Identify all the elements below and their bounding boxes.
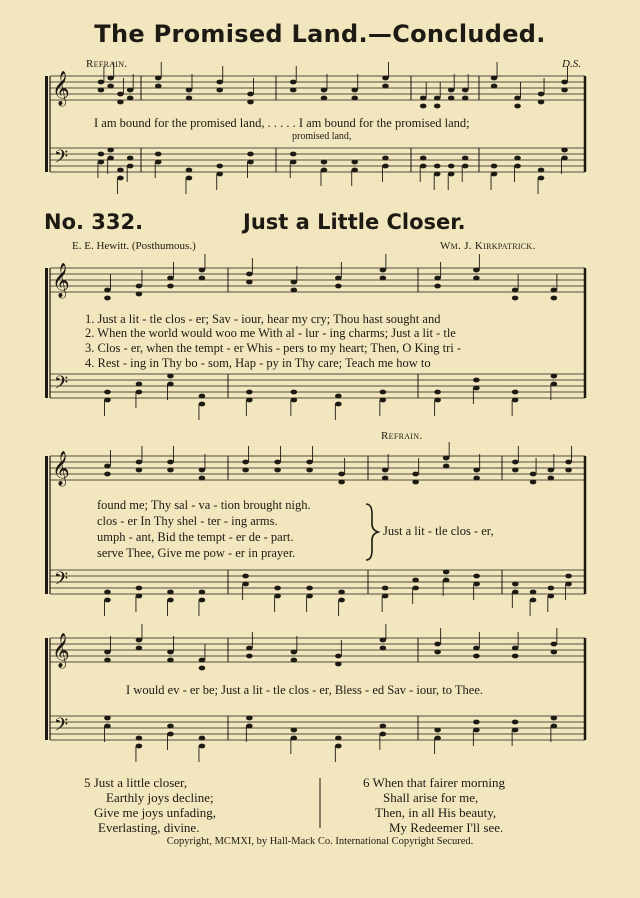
system-3-note	[136, 646, 143, 651]
system-2-bass-note	[565, 582, 572, 587]
stanza-5-line: 5 Just a little closer,	[84, 775, 188, 790]
system-1-bass-note	[104, 398, 111, 403]
system-top-bass-note	[155, 152, 162, 157]
system-2-bracket	[45, 456, 48, 594]
system-3-note	[167, 650, 174, 655]
system-top-bass-note	[127, 156, 134, 161]
system-2-note	[242, 460, 249, 465]
system-1-bass-note	[167, 382, 174, 387]
system-2-bass-note	[512, 590, 519, 595]
system-3-bass-note	[291, 728, 298, 733]
system-top-note	[382, 76, 389, 81]
system-top-bass-note	[462, 164, 469, 169]
system-3-note	[551, 650, 558, 655]
system-top-note	[448, 96, 455, 101]
system-2-note	[274, 468, 281, 473]
system-top-note	[351, 88, 358, 93]
system-3-note	[104, 650, 111, 655]
system-3-bass-note	[167, 724, 174, 729]
system-top-note	[186, 88, 193, 93]
stanza-6-line: 6 When that fairer morning	[363, 775, 505, 790]
system-1-bass-note	[167, 374, 174, 379]
system-1-bass-note	[104, 390, 111, 395]
system-top-note	[247, 100, 254, 105]
hymn-composer: Wm. J. Kirkpatrick.	[440, 240, 536, 252]
system-top-bass-note	[448, 172, 455, 177]
system-top-bass-note	[98, 152, 105, 157]
system-top-note	[561, 80, 568, 85]
system-top-note	[98, 80, 105, 85]
system-1-note	[291, 280, 298, 285]
system-1-note	[380, 276, 387, 281]
stanza-6-line: Shall arise for me,	[383, 790, 479, 805]
system-2-bass-clef: 𝄢	[54, 569, 69, 594]
system-3-note	[246, 654, 253, 659]
system-2-bass-note	[104, 590, 111, 595]
system-1-note	[335, 276, 342, 281]
verse-line-2: 2. When the world would woo me With al - lur - ing charms; Just a lit - tle	[85, 326, 456, 340]
system-top-bass-note	[117, 168, 124, 173]
system-top-bass-note	[434, 172, 441, 177]
system-top-bass-note	[561, 156, 568, 161]
system-3-bass-note	[380, 732, 387, 737]
system-3-note	[551, 642, 558, 647]
system-2-bass-note	[530, 590, 537, 595]
system-top-note	[107, 76, 114, 81]
system-3-bass-note	[246, 724, 253, 729]
system-1-note	[246, 272, 253, 277]
system-1-note	[380, 268, 387, 273]
system-1-note	[104, 296, 111, 301]
copyright-footer: Copyright, MCMXI, by Hall-Mack Co. International Copyright Secured.	[166, 836, 474, 847]
system-2-bass-note	[338, 598, 345, 603]
system-top-bass-note	[290, 160, 297, 165]
system-1-note	[551, 296, 558, 301]
system-2-bass-note	[382, 586, 389, 591]
top-lyric-echo: promised land,	[292, 131, 352, 142]
system-3-bass-note	[167, 732, 174, 737]
refrain-label: Refrain.	[381, 430, 423, 442]
system-top-note	[514, 104, 521, 109]
system-1-bass-note	[246, 398, 253, 403]
system-1-bass-note	[380, 390, 387, 395]
system-1-bass-note	[291, 390, 298, 395]
system-2-note	[443, 456, 450, 461]
system-2-note	[565, 468, 572, 473]
system-top-bass-note	[247, 160, 254, 165]
system-3-bass-note	[551, 724, 558, 729]
system-2-bass-note	[167, 598, 174, 603]
verse-line-1: 1. Just a lit - tle clos - er; Sav - iour, hear my cry; Thou hast sought and	[85, 312, 441, 326]
system-1-bass-note	[473, 378, 480, 383]
system-1-bass-note	[136, 382, 143, 387]
system-1-bass-note	[335, 394, 342, 399]
top-lyric: I am bound for the promised land, . . . . . I am bound for the promised land;	[94, 116, 470, 130]
system-top-bass-note	[462, 156, 469, 161]
hymn-title: Just a Little Closer.	[243, 210, 466, 234]
system-top-bass-note	[448, 164, 455, 169]
system-2-note	[412, 480, 419, 485]
system-2-note	[565, 460, 572, 465]
page-title: The Promised Land.—Concluded.	[94, 20, 546, 48]
system-1-note	[167, 276, 174, 281]
system-top-bass-note	[434, 164, 441, 169]
system-top-bass-note	[382, 156, 389, 161]
system-2-bass-note	[136, 594, 143, 599]
system-2-bass-note	[473, 574, 480, 579]
system-1-bass-note	[473, 386, 480, 391]
system-2-note	[167, 460, 174, 465]
system-3-bass-note	[512, 720, 519, 725]
system-top-bass-note	[247, 152, 254, 157]
system-top-bass-note	[514, 156, 521, 161]
system-3-note	[199, 658, 206, 663]
system-top-note	[448, 88, 455, 93]
system-2-note	[443, 464, 450, 469]
system-2-note	[167, 468, 174, 473]
system-top-note	[216, 88, 223, 93]
system-3-note	[104, 658, 111, 663]
system-3-bass-note	[199, 736, 206, 741]
system-1-bass-clef: 𝄢	[54, 373, 69, 398]
system-2-bass-note	[338, 590, 345, 595]
system-2-note	[136, 468, 143, 473]
system-1-note	[199, 268, 206, 273]
system-2-bass-note	[548, 586, 555, 591]
system-2-bass-note	[167, 590, 174, 595]
system-1-note	[335, 284, 342, 289]
system-top-note	[321, 96, 328, 101]
system-1-note	[136, 292, 143, 297]
system-top-note	[117, 100, 124, 105]
system-3-bass-note	[104, 724, 111, 729]
system-2-bass-note	[104, 598, 111, 603]
system-2-bass-note	[548, 594, 555, 599]
system-1-bass-note	[434, 398, 441, 403]
system-1-bass-note	[199, 394, 206, 399]
system-3-note	[335, 654, 342, 659]
system-top-note	[434, 104, 441, 109]
system-top-note	[117, 92, 124, 97]
system-top-bass-note	[321, 160, 328, 165]
system-3-bass-note	[136, 744, 143, 749]
system-top-bass-note	[155, 160, 162, 165]
system-top-treble-clef: 𝄞	[52, 71, 70, 106]
system-1-bracket	[45, 268, 48, 398]
system-3-note	[380, 646, 387, 651]
system-top-bass-note	[420, 164, 427, 169]
system-1-bass-note	[551, 374, 558, 379]
system-2-bass-note	[412, 578, 419, 583]
system-1-note	[512, 296, 519, 301]
system-1-bass-note	[246, 390, 253, 395]
system-top-bass-note	[186, 168, 193, 173]
system-1-note	[434, 284, 441, 289]
system-1-note	[167, 284, 174, 289]
system-top-bass-note	[321, 168, 328, 173]
system-3-bass-note	[551, 716, 558, 721]
system-1-note	[246, 280, 253, 285]
system-top-note	[561, 88, 568, 93]
system-top-bass-note	[290, 152, 297, 157]
system-top-bass-note	[117, 176, 124, 181]
system-top-bass-note	[98, 160, 105, 165]
hymn-author: E. E. Hewitt. (Posthumous.)	[72, 240, 196, 252]
stanza-6-line: My Redeemer I'll see.	[389, 820, 504, 835]
verse-line-4: 4. Rest - ing in Thy bo - som, Hap - py in Thy care; Teach me how to	[85, 356, 431, 370]
system-2-bass-note	[199, 598, 206, 603]
system-1-bass-note	[335, 402, 342, 407]
system-1-note	[512, 288, 519, 293]
system-top-note	[155, 84, 162, 89]
system-2-note	[338, 480, 345, 485]
system-top-bass-note	[107, 156, 114, 161]
system-3-bass-note	[104, 716, 111, 721]
system-1-note	[291, 288, 298, 293]
system-2-note	[104, 472, 111, 477]
system-2-bass-note	[242, 574, 249, 579]
system-top-bass-note	[420, 156, 427, 161]
system-2-note	[199, 476, 206, 481]
system-3-note	[199, 666, 206, 671]
stanza-5-line: Earthly joys decline;	[106, 790, 214, 805]
system-2-note	[242, 468, 249, 473]
system-1-note	[199, 276, 206, 281]
system-3-note	[136, 638, 143, 643]
system-top-bass-note	[216, 164, 223, 169]
system-1-note	[104, 288, 111, 293]
system-2-note	[338, 472, 345, 477]
stanza-5-line: Give me joys unfading,	[94, 805, 217, 820]
final-lyric: I would ev - er be; Just a lit - tle clos - er, Bless - ed Sav - iour, to Thee.	[126, 683, 484, 697]
system-3-bass-note	[335, 744, 342, 749]
system-top-note	[127, 96, 134, 101]
system-top-bracket	[45, 76, 48, 172]
system-3-note	[434, 642, 441, 647]
system-top-bass-note	[491, 172, 498, 177]
system-1-bass-note	[551, 382, 558, 387]
system-3-bass-note	[246, 716, 253, 721]
system-top-note	[420, 96, 427, 101]
system-2-note	[104, 464, 111, 469]
system-top-note	[491, 84, 498, 89]
system-3-note	[434, 650, 441, 655]
system-top-bass-note	[351, 168, 358, 173]
system-top-note	[290, 80, 297, 85]
system-top-bass-note	[561, 148, 568, 153]
system-2-bass-note	[274, 594, 281, 599]
system-3-bass-note	[473, 720, 480, 725]
system-top-bass-note	[351, 160, 358, 165]
system-1-note	[551, 288, 558, 293]
system-1-note	[434, 276, 441, 281]
system-2-bass-note	[443, 570, 450, 575]
system-2-note	[382, 476, 389, 481]
system-2-note	[306, 468, 313, 473]
system-3-note	[473, 654, 480, 659]
stanza-5-line: Everlasting, divine.	[98, 820, 200, 835]
system-2-note	[412, 472, 419, 477]
system-3-bass-note	[512, 728, 519, 733]
system-3-note	[291, 658, 298, 663]
stanza-6-line: Then, in all His beauty,	[375, 805, 497, 820]
system-1-treble-clef: 𝄞	[52, 263, 70, 298]
system-3-note	[335, 662, 342, 667]
system-top-note	[98, 88, 105, 93]
system-top-bass-note	[538, 176, 545, 181]
system-top-note	[186, 96, 193, 101]
system-3-bass-clef: 𝄢	[54, 715, 69, 740]
system-1-bass-note	[512, 390, 519, 395]
system-2-note	[530, 480, 537, 485]
system-3-note	[512, 646, 519, 651]
system-top-note	[155, 76, 162, 81]
refrain-label-top: Refrain.	[86, 58, 128, 70]
system-3-bass-note	[136, 736, 143, 741]
hymn-number: No. 332.	[44, 210, 144, 234]
second-line-3: umph - ant, Bid the tempt - er de - part.	[97, 530, 294, 544]
system-1-note	[136, 284, 143, 289]
system-2-bass-note	[199, 590, 206, 595]
system-top-note	[107, 84, 114, 89]
system-2-note	[548, 468, 555, 473]
system-top-note	[216, 80, 223, 85]
system-2-bass-note	[306, 594, 313, 599]
system-top-note	[127, 88, 134, 93]
system-2-bass-note	[136, 586, 143, 591]
system-2-bass-note	[565, 574, 572, 579]
system-3-bass-note	[335, 736, 342, 741]
second-line-4: serve Thee, Give me pow - er in prayer.	[97, 546, 296, 560]
system-3-note	[167, 658, 174, 663]
ds-label: D.S.	[562, 58, 581, 70]
system-2-note	[530, 472, 537, 477]
refrain-lyric: Just a lit - tle clos - er,	[383, 524, 494, 538]
system-top-note	[351, 96, 358, 101]
system-2-bass-note	[242, 582, 249, 587]
system-top-note	[420, 104, 427, 109]
system-3-note	[246, 646, 253, 651]
system-top-bass-note	[186, 176, 193, 181]
system-2-note	[512, 468, 519, 473]
system-top-bass-note	[107, 148, 114, 153]
system-top-note	[538, 92, 545, 97]
system-top-note	[538, 100, 545, 105]
system-top-bass-note	[216, 172, 223, 177]
system-2-bass-note	[412, 586, 419, 591]
system-top-note	[290, 88, 297, 93]
system-top-note	[514, 96, 521, 101]
system-2-bass-note	[382, 594, 389, 599]
second-line-2: clos - er In Thy shel - ter - ing arms.	[97, 514, 278, 528]
system-1-note	[473, 268, 480, 273]
system-top-note	[247, 92, 254, 97]
system-top-note	[382, 84, 389, 89]
second-line-1: found me; Thy sal - va - tion brought nigh.	[97, 498, 311, 512]
system-top-bass-note	[538, 168, 545, 173]
system-2-note	[473, 476, 480, 481]
system-1-bass-note	[136, 390, 143, 395]
system-2-note	[473, 468, 480, 473]
system-2-bass-note	[473, 582, 480, 587]
system-3-treble-clef: 𝄞	[52, 633, 70, 668]
system-3-note	[512, 654, 519, 659]
system-3-bass-note	[473, 728, 480, 733]
system-top-bass-note	[127, 164, 134, 169]
system-3-note	[380, 638, 387, 643]
system-top-bass-clef: 𝄢	[54, 147, 69, 172]
system-top-bass-note	[491, 164, 498, 169]
system-1-bass-note	[434, 390, 441, 395]
system-3-bracket	[45, 638, 48, 740]
system-2-note	[136, 460, 143, 465]
system-3-bass-note	[199, 744, 206, 749]
system-1-note	[473, 276, 480, 281]
system-2-treble-clef: 𝄞	[52, 451, 70, 486]
system-2-bass-note	[512, 582, 519, 587]
system-top-note	[462, 96, 469, 101]
verse-line-3: 3. Clos - er, when the tempt - er Whis - pers to my heart; Then, O King tri -	[85, 341, 462, 355]
system-2-bass-note	[274, 586, 281, 591]
system-1-bass-note	[199, 402, 206, 407]
system-2-bass-note	[306, 586, 313, 591]
system-2-note	[382, 468, 389, 473]
system-2-bass-note	[530, 598, 537, 603]
system-3-bass-note	[434, 736, 441, 741]
system-top-bass-note	[382, 164, 389, 169]
system-top-note	[321, 88, 328, 93]
system-top-note	[491, 76, 498, 81]
system-2-note	[512, 460, 519, 465]
system-top-note	[462, 88, 469, 93]
system-3-note	[291, 650, 298, 655]
system-top-bass-note	[514, 164, 521, 169]
system-2-note	[548, 476, 555, 481]
system-3-bass-note	[434, 728, 441, 733]
system-1-bass-note	[512, 398, 519, 403]
system-3-bass-note	[380, 724, 387, 729]
system-2-bass-note	[443, 578, 450, 583]
system-1-bass-note	[380, 398, 387, 403]
system-3-bass-note	[291, 736, 298, 741]
system-3-note	[473, 646, 480, 651]
system-1-bass-note	[291, 398, 298, 403]
system-top-note	[434, 96, 441, 101]
system-2-note	[199, 468, 206, 473]
system-2-note	[274, 460, 281, 465]
system-2-note	[306, 460, 313, 465]
